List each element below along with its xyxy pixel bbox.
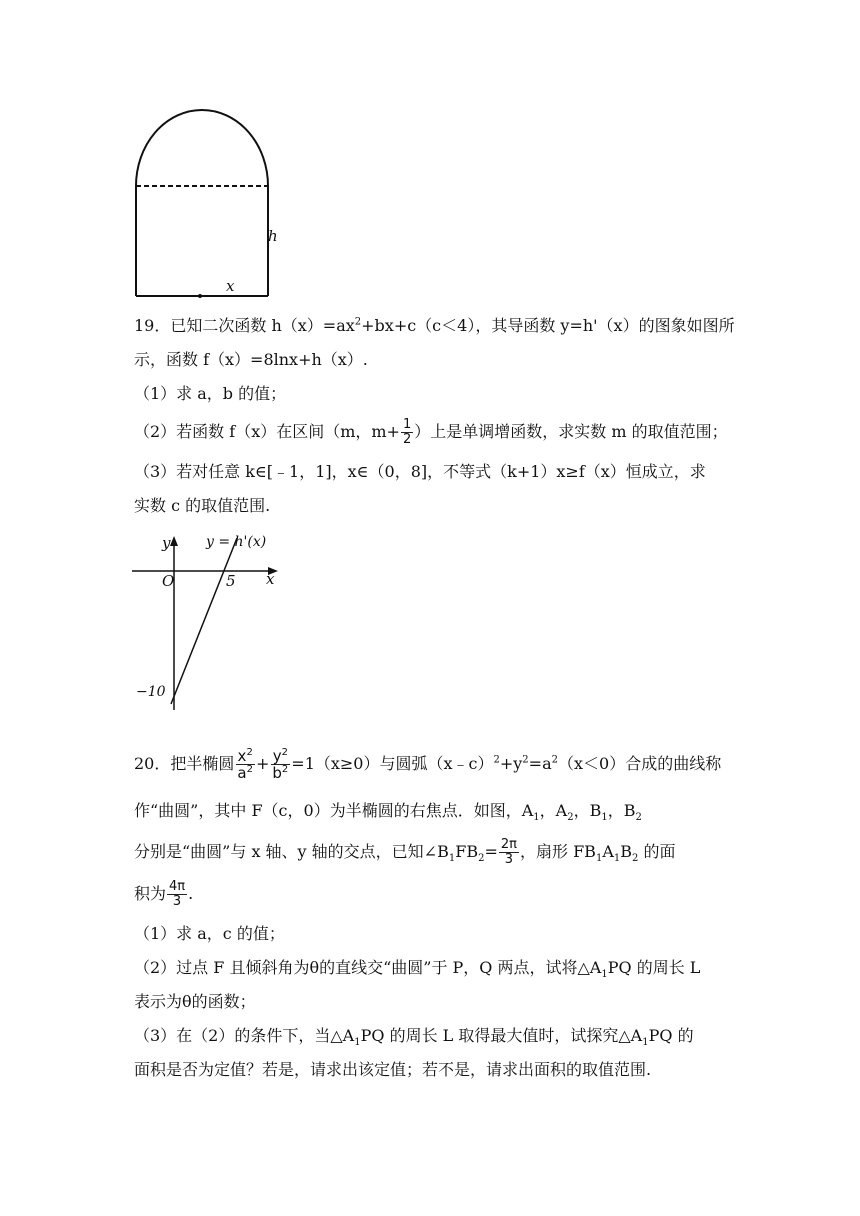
midpoint-dot — [198, 294, 202, 298]
label-x2: x — [266, 570, 275, 588]
label-x: x — [226, 277, 235, 295]
label-h: h — [268, 227, 278, 245]
fraction-half: $\frac{1}{2}$ — [402, 417, 412, 447]
window-figure — [120, 100, 290, 305]
q19-number: 19． — [134, 316, 171, 335]
label-y: y — [162, 534, 171, 552]
q20-part3: （3）在（2）的条件下，当$\triangle A_1PQ$ 的周长 L 取得最大值时，试探究$\triangle A_1PQ$ 的 — [134, 1026, 694, 1049]
q20-line1: 20．把半椭圆 $\frac{x^2}{a^2}$ + $\frac{y^2}{b^2}$ =1（x≥0）与圆弧$(x﹣c)^2+y^2=a^2(x<0)$合成的曲线称 — [134, 747, 722, 782]
q19-line1: 19．已知二次函数 $h(x)=ax^2+bx+c(c<4)$，其导函数 y=h'（x）的图象如图所 — [134, 316, 735, 335]
q20-part2: （2）过点 F 且倾斜角为θ的直线交“曲圆”于 P，Q 两点，试将$\triangle A_1PQ$ 的周长 L — [134, 958, 701, 981]
fraction-4pi-3: $\frac{4\pi}{3}$ — [169, 879, 186, 909]
derivative-line — [171, 538, 237, 704]
label-5: 5 — [226, 572, 236, 590]
q19-part3: （3）若对任意 k∈[﹣1，1]，x∈（0，8]，不等式（k+1）x≥f（x）恒成立，求 — [134, 462, 706, 481]
fraction-x2-a2: $\frac{x^2}{a^2}$ — [237, 747, 253, 782]
label-curve: y = h'(x) — [206, 534, 267, 550]
q20-line4: 积为 $\frac{4\pi}{3}$ . — [134, 879, 194, 909]
q20-number: 20． — [134, 754, 171, 773]
label-origin: O — [162, 572, 175, 590]
fraction-y2-b2: $\frac{y^2}{b^2}$ — [272, 747, 289, 782]
q20-part3-cont: 面积是否为定值？若是，请求出该定值；若不是，请求出面积的取值范围. — [134, 1060, 652, 1079]
y-axis-arrow — [170, 536, 178, 546]
q19-part2: （2）若函数 f（x）在区间（m，m+ $\frac{1}{2}$ ）上是单调增函数，求实数 m 的取值范围； — [134, 417, 728, 447]
q19-part3-cont: 实数 c 的取值范围. — [134, 496, 271, 515]
semicircle-arc — [136, 110, 268, 186]
q20-part2-cont: 表示为θ的函数； — [134, 992, 256, 1011]
q19-line2: 示，函数 f（x）=8lnx+h（x）. — [134, 350, 368, 369]
q20-part1: （1）求 a，c 的值； — [134, 924, 285, 943]
derivative-graph — [130, 530, 290, 715]
fraction-2pi-3: $\frac{2\pi}{3}$ — [500, 837, 517, 867]
label-neg10: −10 — [136, 684, 166, 700]
q20-line2: 作“曲圆”，其中 F（c，0）为半椭圆的右焦点．如图，$A_1$，$A_2$，$B_1$，$B_2$ — [134, 801, 642, 824]
q19-part1: （1）求 a，b 的值； — [134, 384, 287, 403]
window-diagram — [120, 100, 290, 305]
q20-line3: 分别是“曲圆”与 x 轴、y 轴的交点，已知$\angle B_1FB_2=$ $\frac{2\pi}{3}$ ，扇形 $FB_1A_1B_2$ 的面 — [134, 837, 676, 867]
